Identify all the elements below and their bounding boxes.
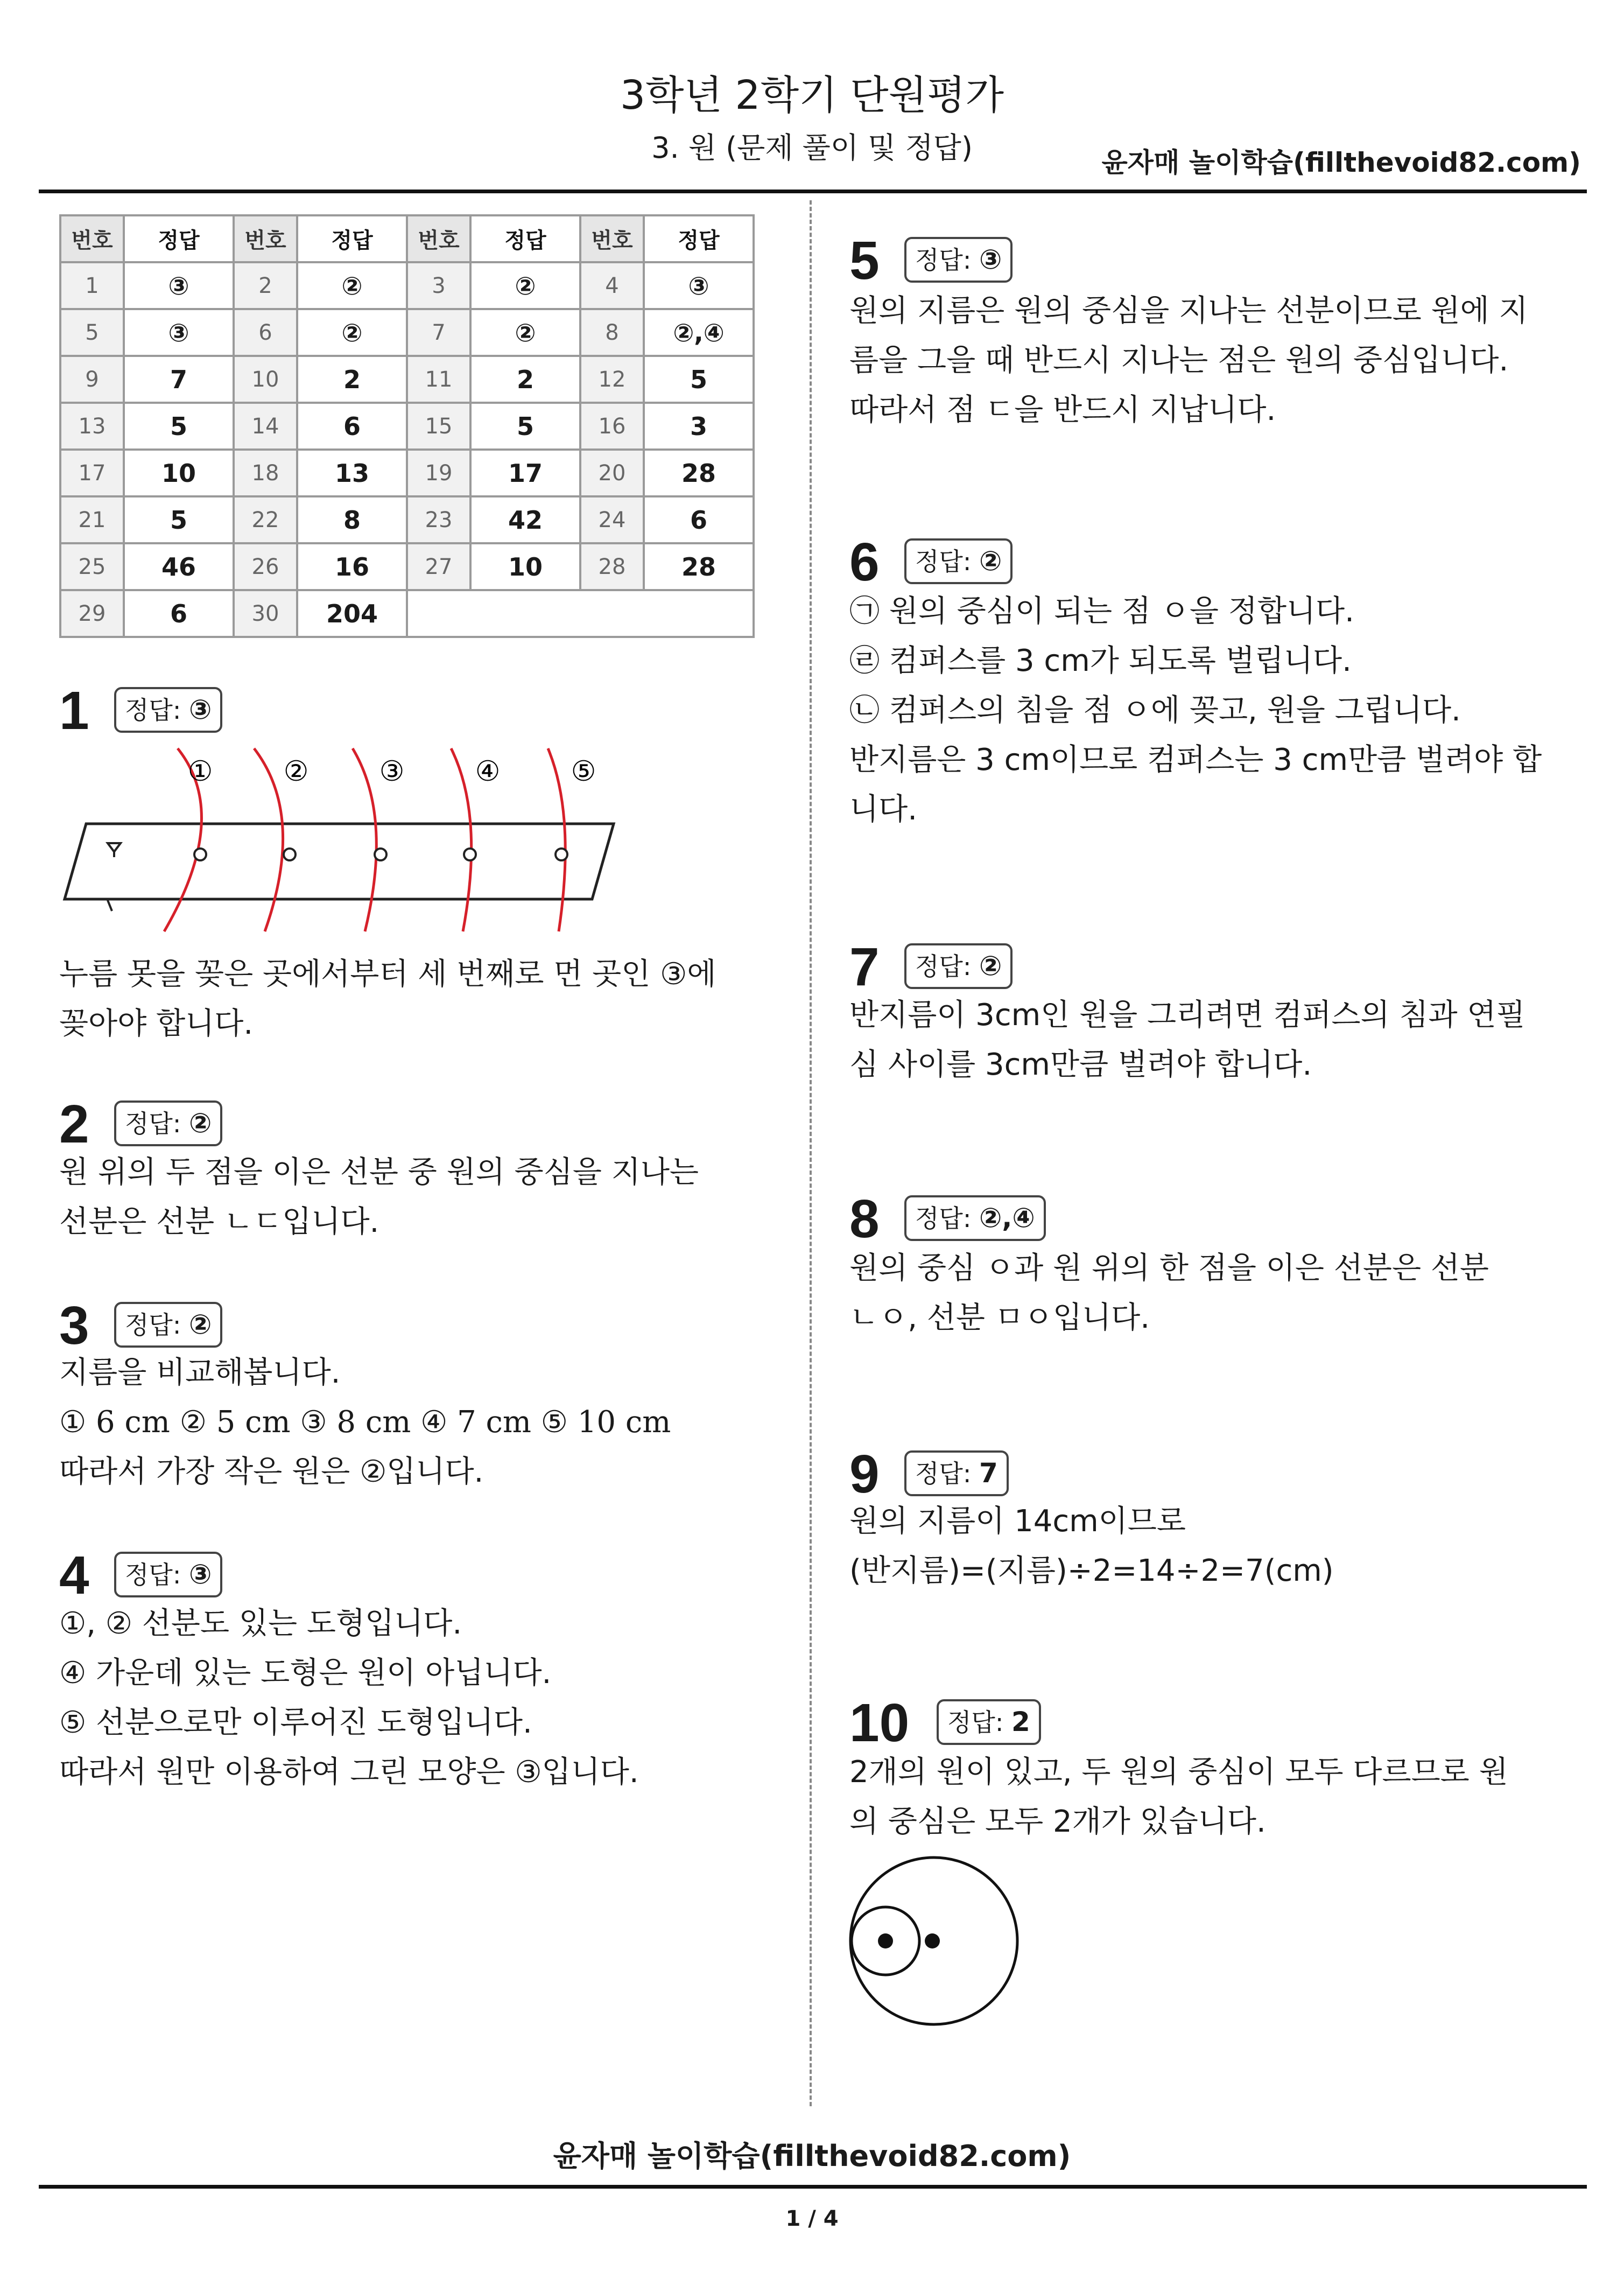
ruler-tick [108,900,112,911]
answer-cell: 28 [644,450,754,496]
hole-label-5: ⑤ [571,755,596,788]
column-divider [810,200,812,2106]
answer-value: ② [189,1309,212,1340]
table-row [60,403,754,450]
question-number-cell: 26 [234,543,297,590]
answer-prefix: 정답: [915,547,972,576]
question-number-cell: 14 [234,403,297,450]
answer-cell: ③ [124,262,234,309]
table-header-cell: 번호 [60,215,124,262]
answer-cell: 42 [470,496,580,543]
question-number-cell: 4 [580,262,644,309]
footer-rule [39,2185,1587,2189]
answer-cell: 16 [297,543,407,590]
question-number-3: 3 [59,1295,89,1356]
answer-badge-3 [114,1302,222,1348]
explanation-line: 지름을 비교해봅니다. [59,1355,341,1390]
ruler-hole-1 [194,849,206,860]
answer-cell: 8 [297,496,407,543]
hole-label-3: ③ [379,755,405,788]
explanation-line: 따라서 가장 작은 원은 ②입니다. [59,1454,484,1489]
question-number-cell: 24 [580,496,644,543]
answer-cell: 6 [297,403,407,450]
hole-label-4: ④ [475,755,501,788]
explanation-5 [849,286,1544,435]
table-row [60,590,754,637]
answer-value: ② [979,545,1002,577]
explanation-line: ㉡ 컴퍼스의 침을 점 ㅇ에 꽂고, 원을 그립니다. [849,693,1461,728]
answer-value: ③ [979,244,1002,275]
answer-cell: ② [297,262,407,309]
explanation-line: 원의 지름은 원의 중심을 지나는 선분이므로 원에 지 [849,293,1528,328]
answer-prefix: 정답: [915,1204,972,1233]
table-row [60,543,754,590]
circle-arc-4 [451,748,472,931]
table-header-cell: 정답 [124,215,234,262]
question-number-1: 1 [59,681,89,741]
answer-cell: ②,④ [644,309,754,356]
table-header-cell: 번호 [407,215,470,262]
question-number-6: 6 [849,532,880,592]
table-row [60,262,754,309]
answer-prefix: 정답: [915,1459,972,1488]
question-number-5: 5 [849,230,880,291]
explanation-line: 니다. [849,792,917,827]
answer-cell: ② [297,309,407,356]
explanation-3 [59,1348,754,1497]
question-number-cell: 8 [580,309,644,356]
answer-value: ②,④ [979,1202,1035,1233]
explanation-line: 름을 그을 때 반드시 지나는 점은 원의 중심입니다. [849,343,1509,378]
question-number-4: 4 [59,1545,89,1606]
answer-cell: 3 [644,403,754,450]
explanation-line: 꽂아야 합니다. [59,1006,254,1041]
answer-prefix: 정답: [125,696,181,725]
explanation-line: ①, ② 선분도 있는 도형입니다. [59,1606,462,1641]
question-number-cell: 7 [407,309,470,356]
header-rule [39,190,1587,193]
radius-formula: (반지름)=(지름)÷2=14÷2=7(cm) [849,1553,1334,1588]
small-circle-center [878,1933,893,1948]
answer-cell: 2 [297,356,407,403]
answer-table [59,214,755,638]
ruler-hole-3 [375,849,386,860]
empty-cell [407,590,754,637]
question-number-cell: 20 [580,450,644,496]
explanation-line: ⑤ 선분으로만 이루어진 도형입니다. [59,1705,532,1740]
explanation-7 [849,991,1544,1090]
question-number-cell: 23 [407,496,470,543]
two-circles-diagram [845,1852,1023,2030]
ruler-hole-4 [464,849,476,860]
ruler-strip [65,824,614,899]
table-row [60,309,754,356]
question-number-cell: 13 [60,403,124,450]
answer-value: ③ [189,1559,212,1590]
answer-cell: 5 [644,356,754,403]
table-header-cell: 정답 [297,215,407,262]
explanation-line: 심 사이를 3cm만큼 벌려야 합니다. [849,1047,1312,1082]
answer-cell: 46 [124,543,234,590]
question-number-cell: 3 [407,262,470,309]
question-number-cell: 5 [60,309,124,356]
answer-cell: 7 [124,356,234,403]
explanation-line: ㄴㅇ, 선분 ㅁㅇ입니다. [849,1300,1150,1335]
answer-value: ② [979,950,1002,982]
explanation-line: ㉠ 원의 중심이 되는 점 ㅇ을 정합니다. [849,594,1354,629]
page-title: 3학년 2학기 단원평가 [620,72,1004,118]
table-row [60,450,754,496]
page-number: 1 / 4 [785,2206,839,2231]
answer-badge-6 [904,538,1013,584]
question-number-cell: 27 [407,543,470,590]
explanation-line: 선분은 선분 ㄴㄷ입니다. [59,1204,379,1239]
question-number-cell: 17 [60,450,124,496]
explanation-1 [59,950,754,1049]
answer-cell: ② [470,262,580,309]
explanation-8 [849,1244,1544,1343]
table-row [60,356,754,403]
question-number-cell: 30 [234,590,297,637]
explanation-line: 따라서 원만 이용하여 그린 모양은 ③입니다. [59,1755,639,1790]
circle-arc-3 [353,748,376,931]
answer-prefix: 정답: [915,952,972,981]
circle-arc-5 [548,748,565,931]
compass-ruler-diagram [54,738,635,937]
answer-badge-9 [904,1450,1009,1496]
answer-prefix: 정답: [947,1708,1004,1737]
question-number-cell: 22 [234,496,297,543]
answer-cell: 10 [470,543,580,590]
question-number-cell: 25 [60,543,124,590]
question-number-8: 8 [849,1189,880,1249]
explanation-line: ④ 가운데 있는 도형은 원이 아닙니다. [59,1656,552,1691]
question-number-cell: 9 [60,356,124,403]
answer-cell: 2 [470,356,580,403]
question-number-cell: 21 [60,496,124,543]
answer-prefix: 정답: [125,1109,181,1138]
explanation-line: 원의 지름이 14cm이므로 [849,1504,1186,1539]
explanation-line: 원 위의 두 점을 이은 선분 중 원의 중심을 지나는 [59,1155,699,1190]
explanation-line: 반지름은 3 cm이므로 컴퍼스는 3 cm만큼 벌려야 합 [849,742,1542,777]
answer-prefix: 정답: [125,1560,181,1589]
answer-prefix: 정답: [125,1310,181,1340]
hole-label-1: ① [187,755,213,788]
answer-cell: 5 [124,496,234,543]
table-header-cell: 정답 [470,215,580,262]
answer-value: ② [189,1108,212,1139]
answer-cell: 17 [470,450,580,496]
answer-value: 2 [1011,1706,1030,1737]
question-number-cell: 2 [234,262,297,309]
question-number-cell: 1 [60,262,124,309]
answer-prefix: 정답: [915,246,972,275]
page-subtitle: 3. 원 (문제 풀이 및 정답) [651,131,973,165]
question-number-cell: 16 [580,403,644,450]
answer-cell: ② [470,309,580,356]
answer-cell: 5 [470,403,580,450]
table-row [60,496,754,543]
answer-cell: ③ [124,309,234,356]
question-number-7: 7 [849,937,880,997]
explanation-2 [59,1148,754,1247]
explanation-4 [59,1599,754,1797]
answer-value: ③ [189,694,212,725]
question-number-cell: 10 [234,356,297,403]
large-circle-center [925,1933,940,1948]
question-number-10: 10 [849,1693,910,1753]
question-number-cell: 18 [234,450,297,496]
question-number-cell: 28 [580,543,644,590]
push-pin-icon [108,843,121,852]
question-number-cell: 11 [407,356,470,403]
answer-badge-8 [904,1195,1046,1241]
question-number-2: 2 [59,1094,89,1154]
explanation-10 [849,1748,1544,1847]
answer-badge-1 [114,687,222,733]
diameter-list: ① 6 cm ② 5 cm ③ 8 cm ④ 7 cm ⑤ 10 cm [59,1405,671,1440]
explanation-6 [849,587,1544,835]
explanation-line: ㉣ 컴퍼스를 3 cm가 되도록 벌립니다. [849,643,1352,678]
question-number-cell: 15 [407,403,470,450]
question-number-cell: 19 [407,450,470,496]
answer-cell: 28 [644,543,754,590]
circle-arc-2 [254,748,283,931]
table-header-cell: 정답 [644,215,754,262]
table-header-row [60,215,754,262]
question-number-9: 9 [849,1444,880,1504]
answer-value: 7 [979,1457,998,1489]
answer-badge-2 [114,1101,222,1146]
ruler-hole-2 [284,849,296,860]
answer-cell: 6 [644,496,754,543]
answer-badge-5 [904,237,1013,283]
explanation-9 [849,1497,1544,1596]
answer-cell: 13 [297,450,407,496]
answer-cell: 204 [297,590,407,637]
brand-link-bottom[interactable]: 윤자매 놀이학습(fillthevoid82.com) [553,2139,1071,2173]
explanation-line: 원의 중심 ㅇ과 원 위의 한 점을 이은 선분은 선분 [849,1251,1489,1286]
question-number-cell: 12 [580,356,644,403]
explanation-line: 따라서 점 ㄷ을 반드시 지납니다. [849,392,1276,427]
answer-badge-7 [904,943,1013,989]
table-header-cell: 번호 [234,215,297,262]
brand-link-top[interactable]: 윤자매 놀이학습(fillthevoid82.com) [1101,147,1581,178]
answer-cell: 10 [124,450,234,496]
question-number-cell: 6 [234,309,297,356]
explanation-line: 반지름이 3cm인 원을 그리려면 컴퍼스의 침과 연필 [849,998,1525,1033]
explanation-line: 의 중심은 모두 2개가 있습니다. [849,1804,1266,1839]
answer-cell: 5 [124,403,234,450]
answer-cell: 6 [124,590,234,637]
answer-cell: ③ [644,262,754,309]
explanation-line: 누름 못을 꽂은 곳에서부터 세 번째로 먼 곳인 ③에 [59,957,716,992]
table-header-cell: 번호 [580,215,644,262]
answer-badge-10 [937,1699,1041,1745]
ruler-hole-5 [556,849,567,860]
question-number-cell: 29 [60,590,124,637]
answer-badge-4 [114,1552,222,1597]
explanation-line: 2개의 원이 있고, 두 원의 중심이 모두 다르므로 원 [849,1755,1508,1790]
hole-label-2: ② [283,755,309,788]
